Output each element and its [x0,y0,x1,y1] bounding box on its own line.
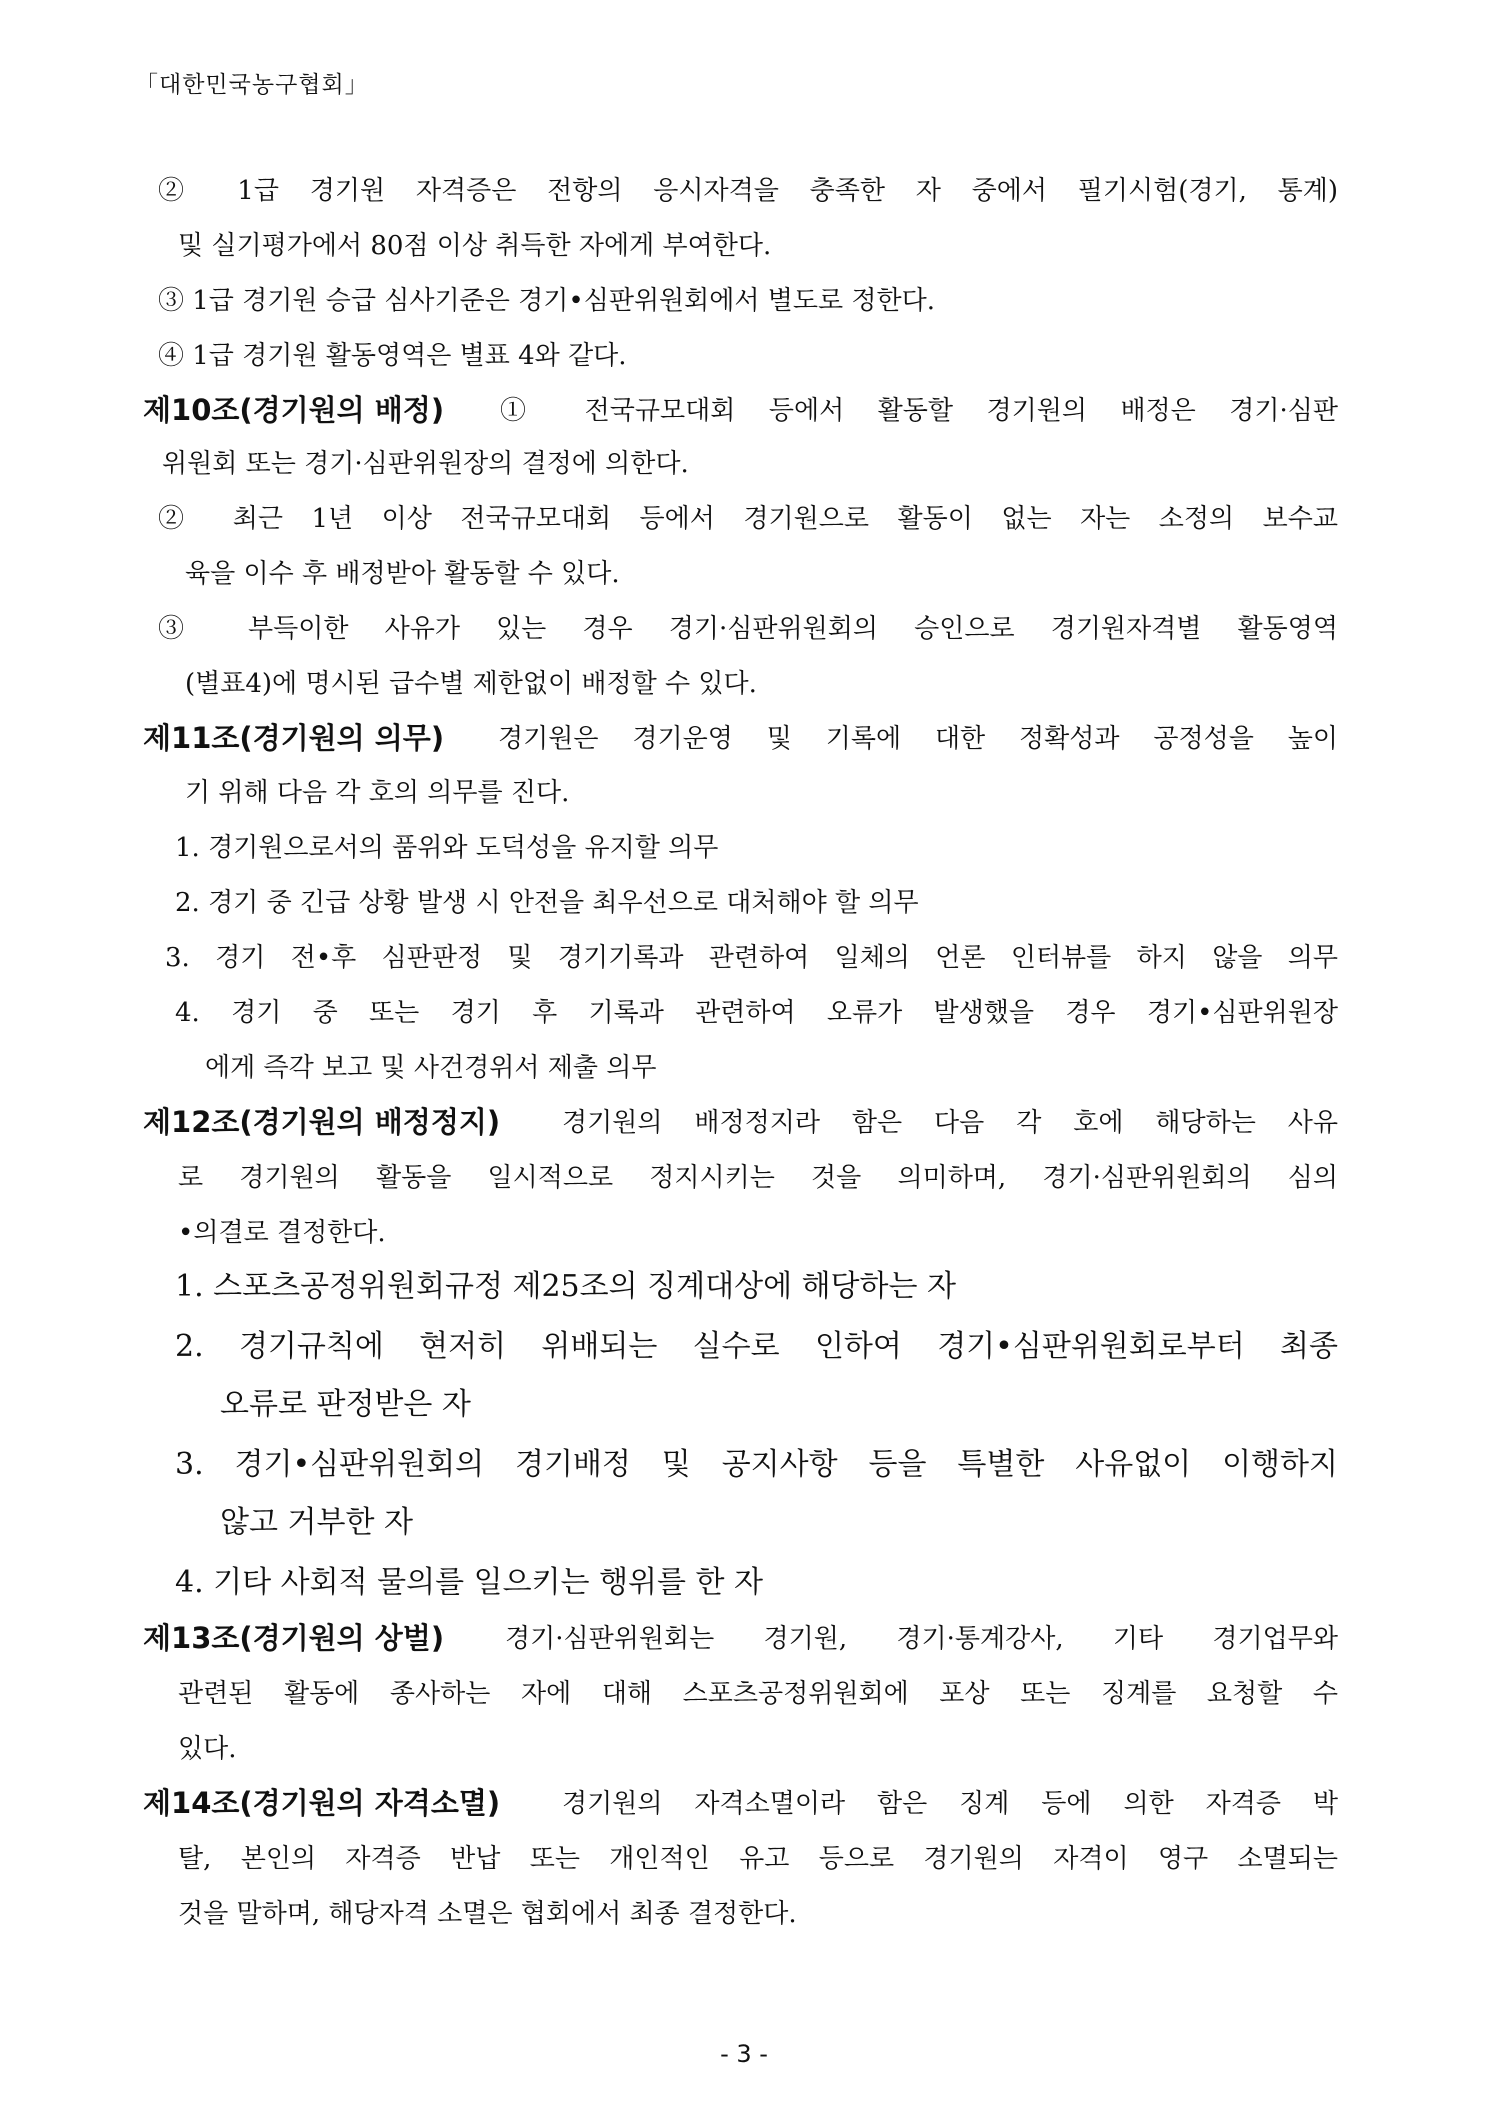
paragraph-line: 위원회 또는 경기·심판위원장의 결정에 의한다. [162,449,689,479]
paragraph-line: 경기원은 경기운영 및 기록에 대한 정확성과 공정성을 높이 [498,724,1338,754]
list-item-continued: 오류로 판정받은 자 [220,1387,471,1422]
page-number: - 3 - [720,2040,768,2068]
article-13-title: 제13조(경기원의 상벌) [143,1621,445,1655]
list-item: 1. 스포츠공정위원회규정 제25조의 징계대상에 해당하는 자 [175,1269,957,1304]
paragraph-line: 관련된 활동에 종사하는 자에 대해 스포츠공정위원회에 포상 또는 징계를 요청할 수 [178,1679,1338,1709]
list-item: 3. 경기 전•후 심판판정 및 경기기록과 관련하여 일체의 언론 인터뷰를 하지 않을 의무 [165,943,1338,973]
paragraph-line: ② 최근 1년 이상 전국규모대회 등에서 경기원으로 활동이 없는 자는 소정의 보수교 [158,504,1338,534]
paragraph-line: ④ 1급 경기원 활동영역은 별표 4와 같다. [158,341,627,371]
article-11-title: 제11조(경기원의 의무) [143,721,445,755]
paragraph-line: 및 실기평가에서 80점 이상 취득한 자에게 부여한다. [178,231,772,261]
paragraph-line: 있다. [178,1734,237,1764]
paragraph-line: 경기원의 자격소멸이라 함은 징계 등에 의한 자격증 박 [562,1789,1338,1819]
list-item: 2. 경기 중 긴급 상황 발생 시 안전을 최우선으로 대처해야 할 의무 [175,888,919,918]
paragraph-line: 경기원의 배정정지라 함은 다음 각 호에 해당하는 사유 [562,1108,1338,1138]
paragraph-line: 경기·심판위원회는 경기원, 경기·통계강사, 기타 경기업무와 [505,1624,1338,1654]
paragraph-line: ② 1급 경기원 자격증은 전항의 응시자격을 충족한 자 중에서 필기시험(경기, 통계) [158,176,1338,206]
list-item: 4. 경기 중 또는 경기 후 기록과 관련하여 오류가 발생했을 경우 경기•심판위원장 [175,998,1338,1028]
list-item: 2. 경기규칙에 현저히 위배되는 실수로 인하여 경기•심판위원회로부터 최종 [175,1329,1338,1364]
paragraph-line: ③ 1급 경기원 승급 심사기준은 경기•심판위원회에서 별도로 정한다. [158,286,936,316]
list-item: 3. 경기•심판위원회의 경기배정 및 공지사항 등을 특별한 사유없이 이행하지 [175,1447,1338,1482]
paragraph-line: 로 경기원의 활동을 일시적으로 정지시키는 것을 의미하며, 경기·심판위원회의 심의 [178,1163,1338,1193]
paragraph-line: (별표4)에 명시된 급수별 제한없이 배정할 수 있다. [185,669,757,699]
paragraph-line: 탈, 본인의 자격증 반납 또는 개인적인 유고 등으로 경기원의 자격이 영구 소멸되는 [178,1844,1338,1874]
paragraph-line: 것을 말하며, 해당자격 소멸은 협회에서 최종 결정한다. [178,1899,797,1929]
paragraph-line: ① 전국규모대회 등에서 활동할 경기원의 배정은 경기·심판 [500,396,1338,426]
list-item: 1. 경기원으로서의 품위와 도덕성을 유지할 의무 [175,833,719,863]
document-header: 「대한민국농구협회」 [135,72,369,98]
paragraph-line: 기 위해 다음 각 호의 의무를 진다. [185,778,570,808]
list-item-continued: 않고 거부한 자 [220,1505,413,1540]
article-10-title: 제10조(경기원의 배정) [143,393,445,427]
list-item: 4. 기타 사회적 물의를 일으키는 행위를 한 자 [175,1565,764,1600]
article-14-title: 제14조(경기원의 자격소멸) [143,1786,501,1820]
paragraph-line: ③ 부득이한 사유가 있는 경우 경기·심판위원회의 승인으로 경기원자격별 활동영역 [158,614,1338,644]
paragraph-line: 육을 이수 후 배정받아 활동할 수 있다. [185,559,620,589]
paragraph-line: •의결로 결정한다. [178,1218,386,1248]
list-item-continued: 에게 즉각 보고 및 사건경위서 제출 의무 [205,1053,657,1083]
article-12-title: 제12조(경기원의 배정정지) [143,1105,501,1139]
